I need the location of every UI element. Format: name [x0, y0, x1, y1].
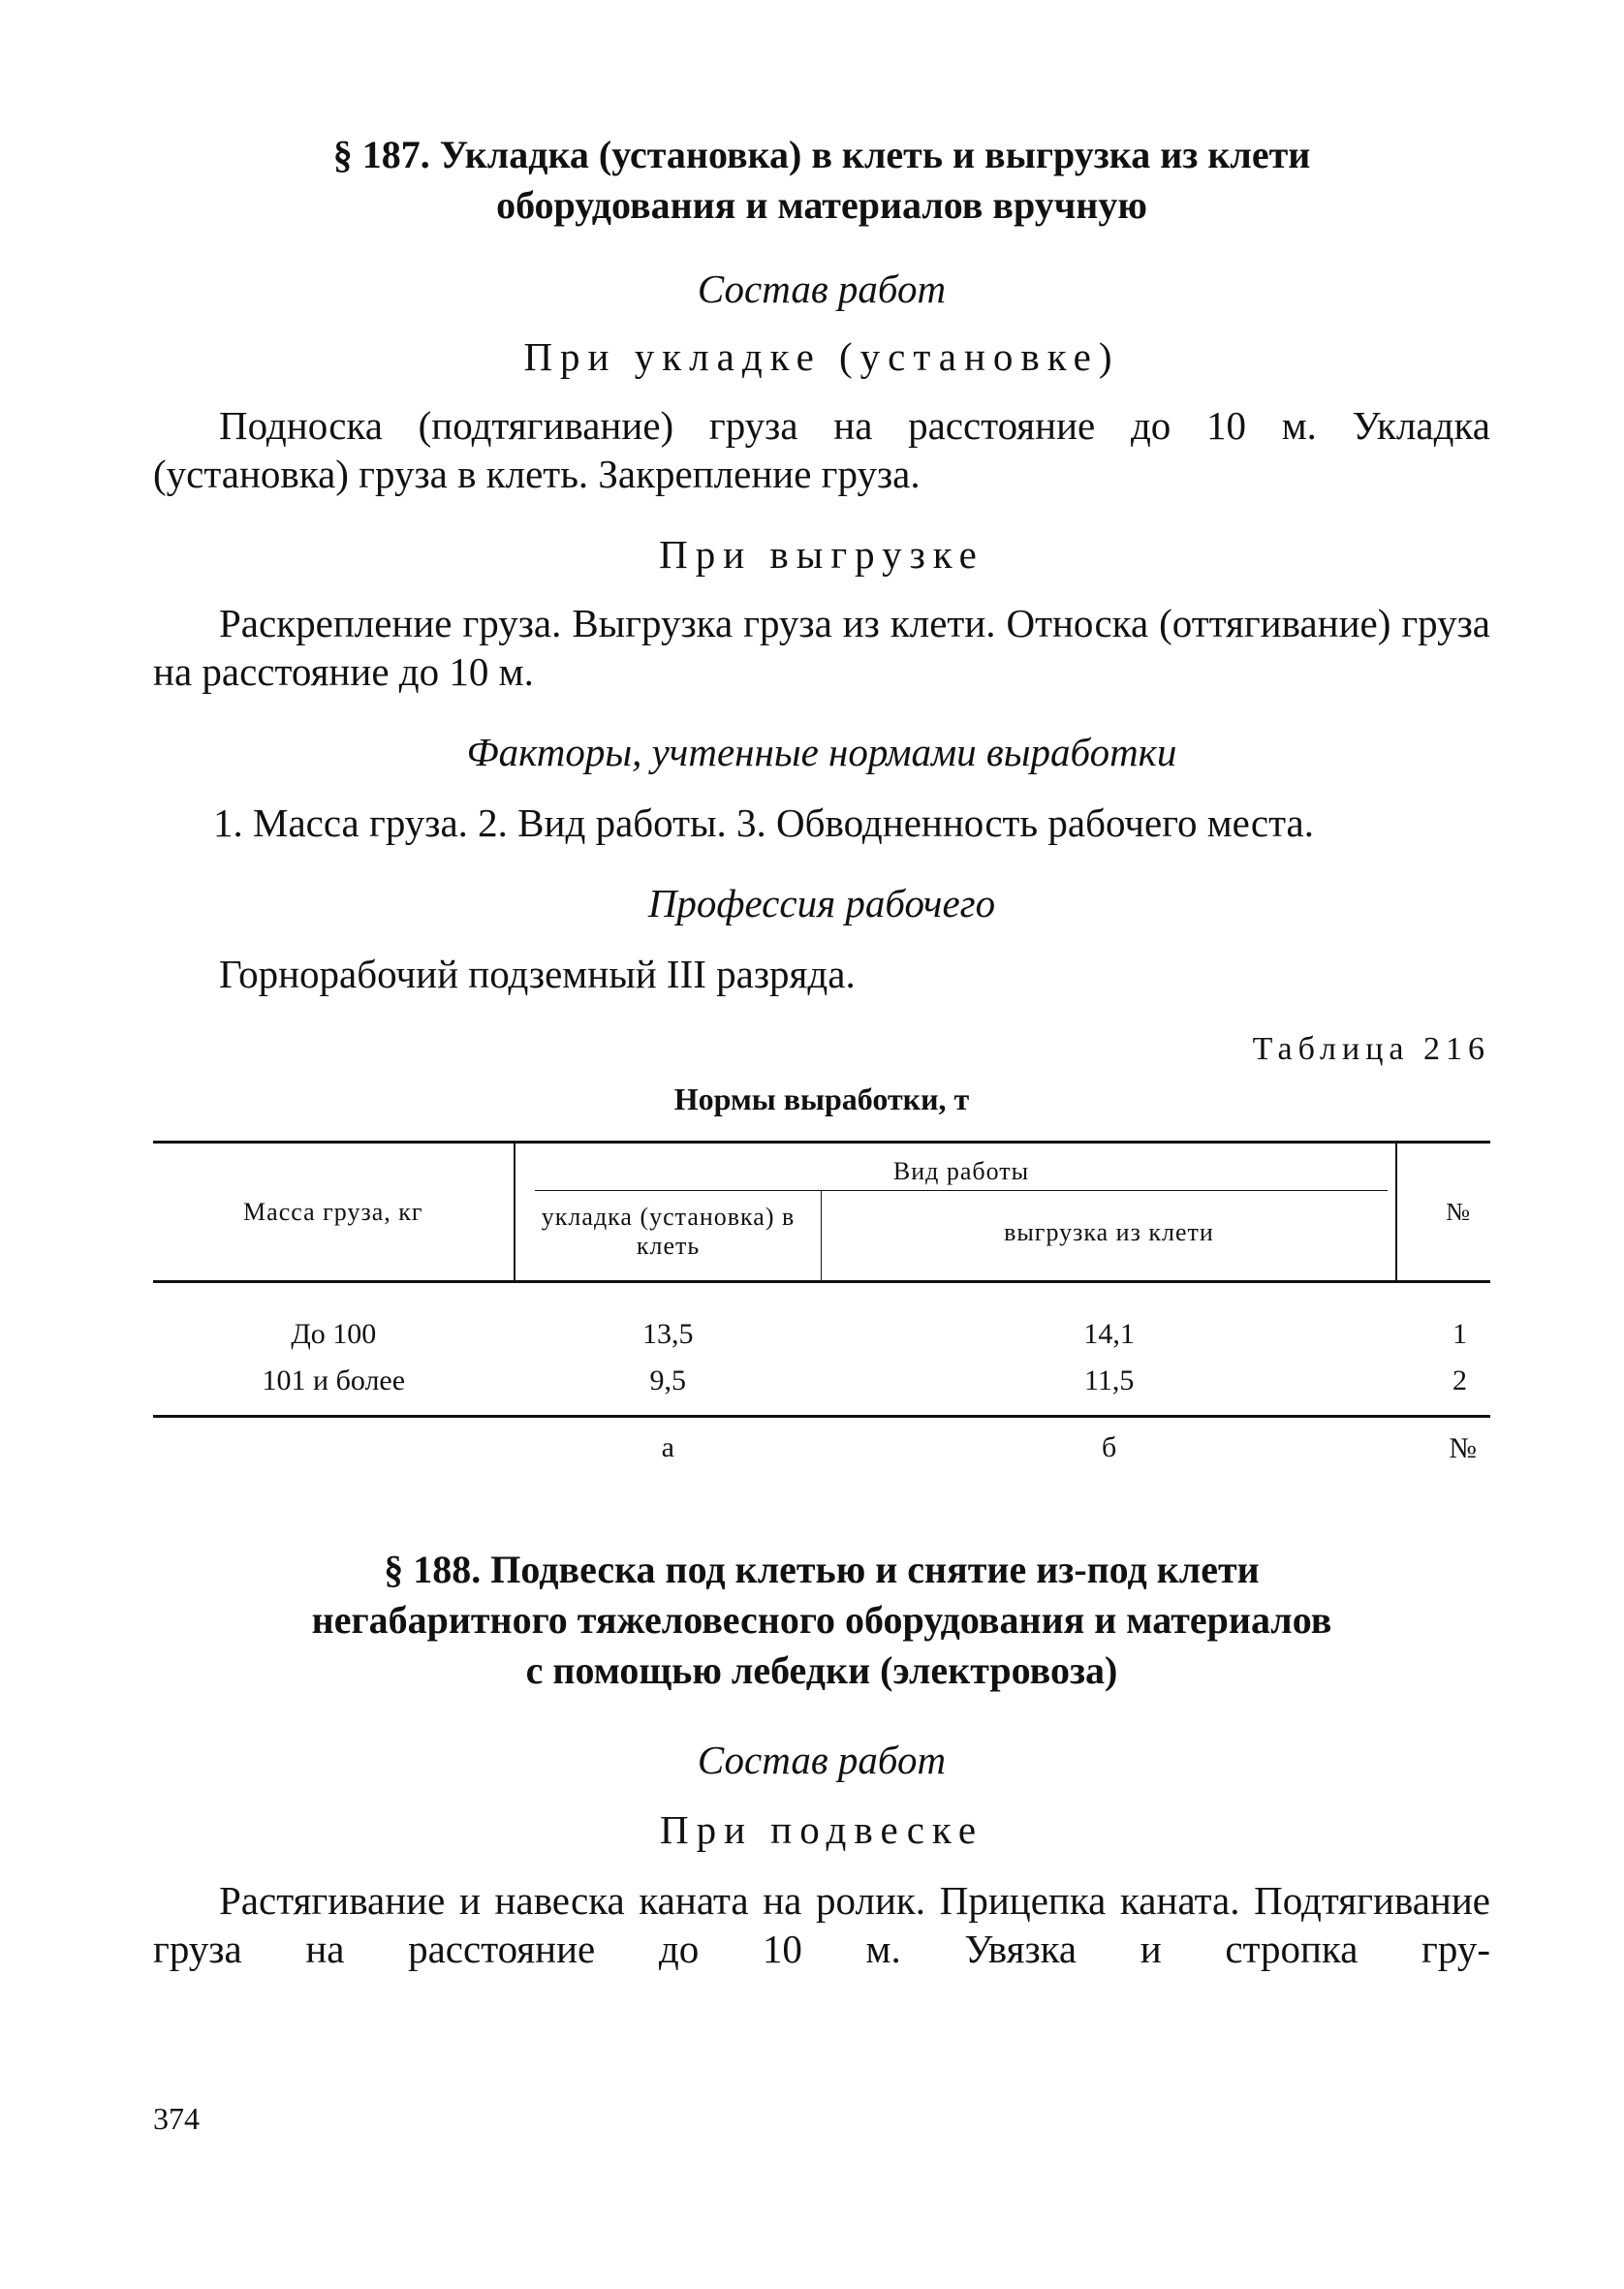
cell-loading: 13,5 — [642, 1318, 694, 1350]
section-188-title-line2: негабаритного тяжеловесного оборудования и материалов — [311, 1598, 1332, 1642]
section-187-title-line2: оборудования и материалов вручную — [496, 183, 1147, 227]
hanging-heading: При подвеске — [659, 1807, 984, 1852]
cell-mass: До 100 — [291, 1318, 377, 1350]
hanging-text: Растягивание и навеска каната на ролик. Прицепка каната. Подтягивание груза на расстояние до 10 м. Увязка и стропка гру- — [153, 1878, 1490, 1971]
section-188-title-line1: § 188. Подвеска под клетью и снятие из-под клети — [384, 1548, 1260, 1591]
footer-empty — [153, 1417, 515, 1466]
norms-table — [153, 1141, 1490, 1465]
cell-number: 2 — [1452, 1364, 1467, 1396]
table-row — [153, 1282, 1490, 1358]
cell-loading: 9,5 — [649, 1364, 687, 1396]
section-187-title-line1: § 187. Укладка (установка) в клеть и выгрузка из клети — [332, 133, 1311, 176]
document-page — [153, 116, 1490, 1973]
work-composition-heading-188: Состав работ — [697, 1738, 947, 1782]
work-composition-heading: Состав работ — [697, 267, 947, 311]
table-row — [153, 1357, 1490, 1417]
footer-loading: а — [661, 1431, 674, 1463]
unloading-heading: При выгрузке — [659, 532, 984, 577]
header-mass: Масса груза, кг — [243, 1197, 423, 1226]
header-loading: укладка (установка) в клеть — [515, 1191, 822, 1282]
table-footer-row — [153, 1417, 1490, 1466]
cell-unloading: 14,1 — [1083, 1318, 1135, 1350]
cell-mass: 101 и более — [262, 1364, 406, 1396]
page-number: 374 — [153, 2101, 200, 2136]
profession-heading: Профессия рабочего — [647, 881, 996, 925]
table-label: Таблица 216 — [1252, 1031, 1490, 1067]
header-work-type — [515, 1143, 1397, 1192]
footer-unloading: б — [1102, 1431, 1117, 1463]
header-work-type-label: Вид работы — [535, 1157, 1389, 1191]
factors-heading: Факторы, учтенные нормами выработки — [466, 730, 1177, 774]
header-number: № — [1446, 1197, 1471, 1226]
factors-text: 1. Масса груза. 2. Вид работы. 3. Обводненность рабочего места. — [213, 800, 1314, 845]
loading-heading: При укладке (установке) — [523, 334, 1120, 379]
cell-number: 1 — [1452, 1318, 1467, 1350]
section-187-title — [153, 130, 1490, 231]
loading-text: Подноска (подтягивание) груза на расстояние до 10 м. Укладка (установка) груза в клеть. Закрепление груза. — [153, 403, 1490, 496]
table-title: Нормы выработки, т — [673, 1082, 970, 1116]
unloading-text: Раскрепление груза. Выгрузка груза из клети. Относка (оттягивание) груза на расстояние до 10 м. — [153, 601, 1490, 694]
profession-text: Горнорабочий подземный III разряда. — [219, 952, 856, 996]
footer-number: № — [1449, 1431, 1477, 1464]
section-188-title — [153, 1545, 1490, 1696]
cell-unloading: 11,5 — [1083, 1364, 1135, 1396]
section-188-title-line3: с помощью лебедки (электровоза) — [525, 1648, 1118, 1692]
header-unloading: выгрузка из клети — [822, 1191, 1396, 1282]
